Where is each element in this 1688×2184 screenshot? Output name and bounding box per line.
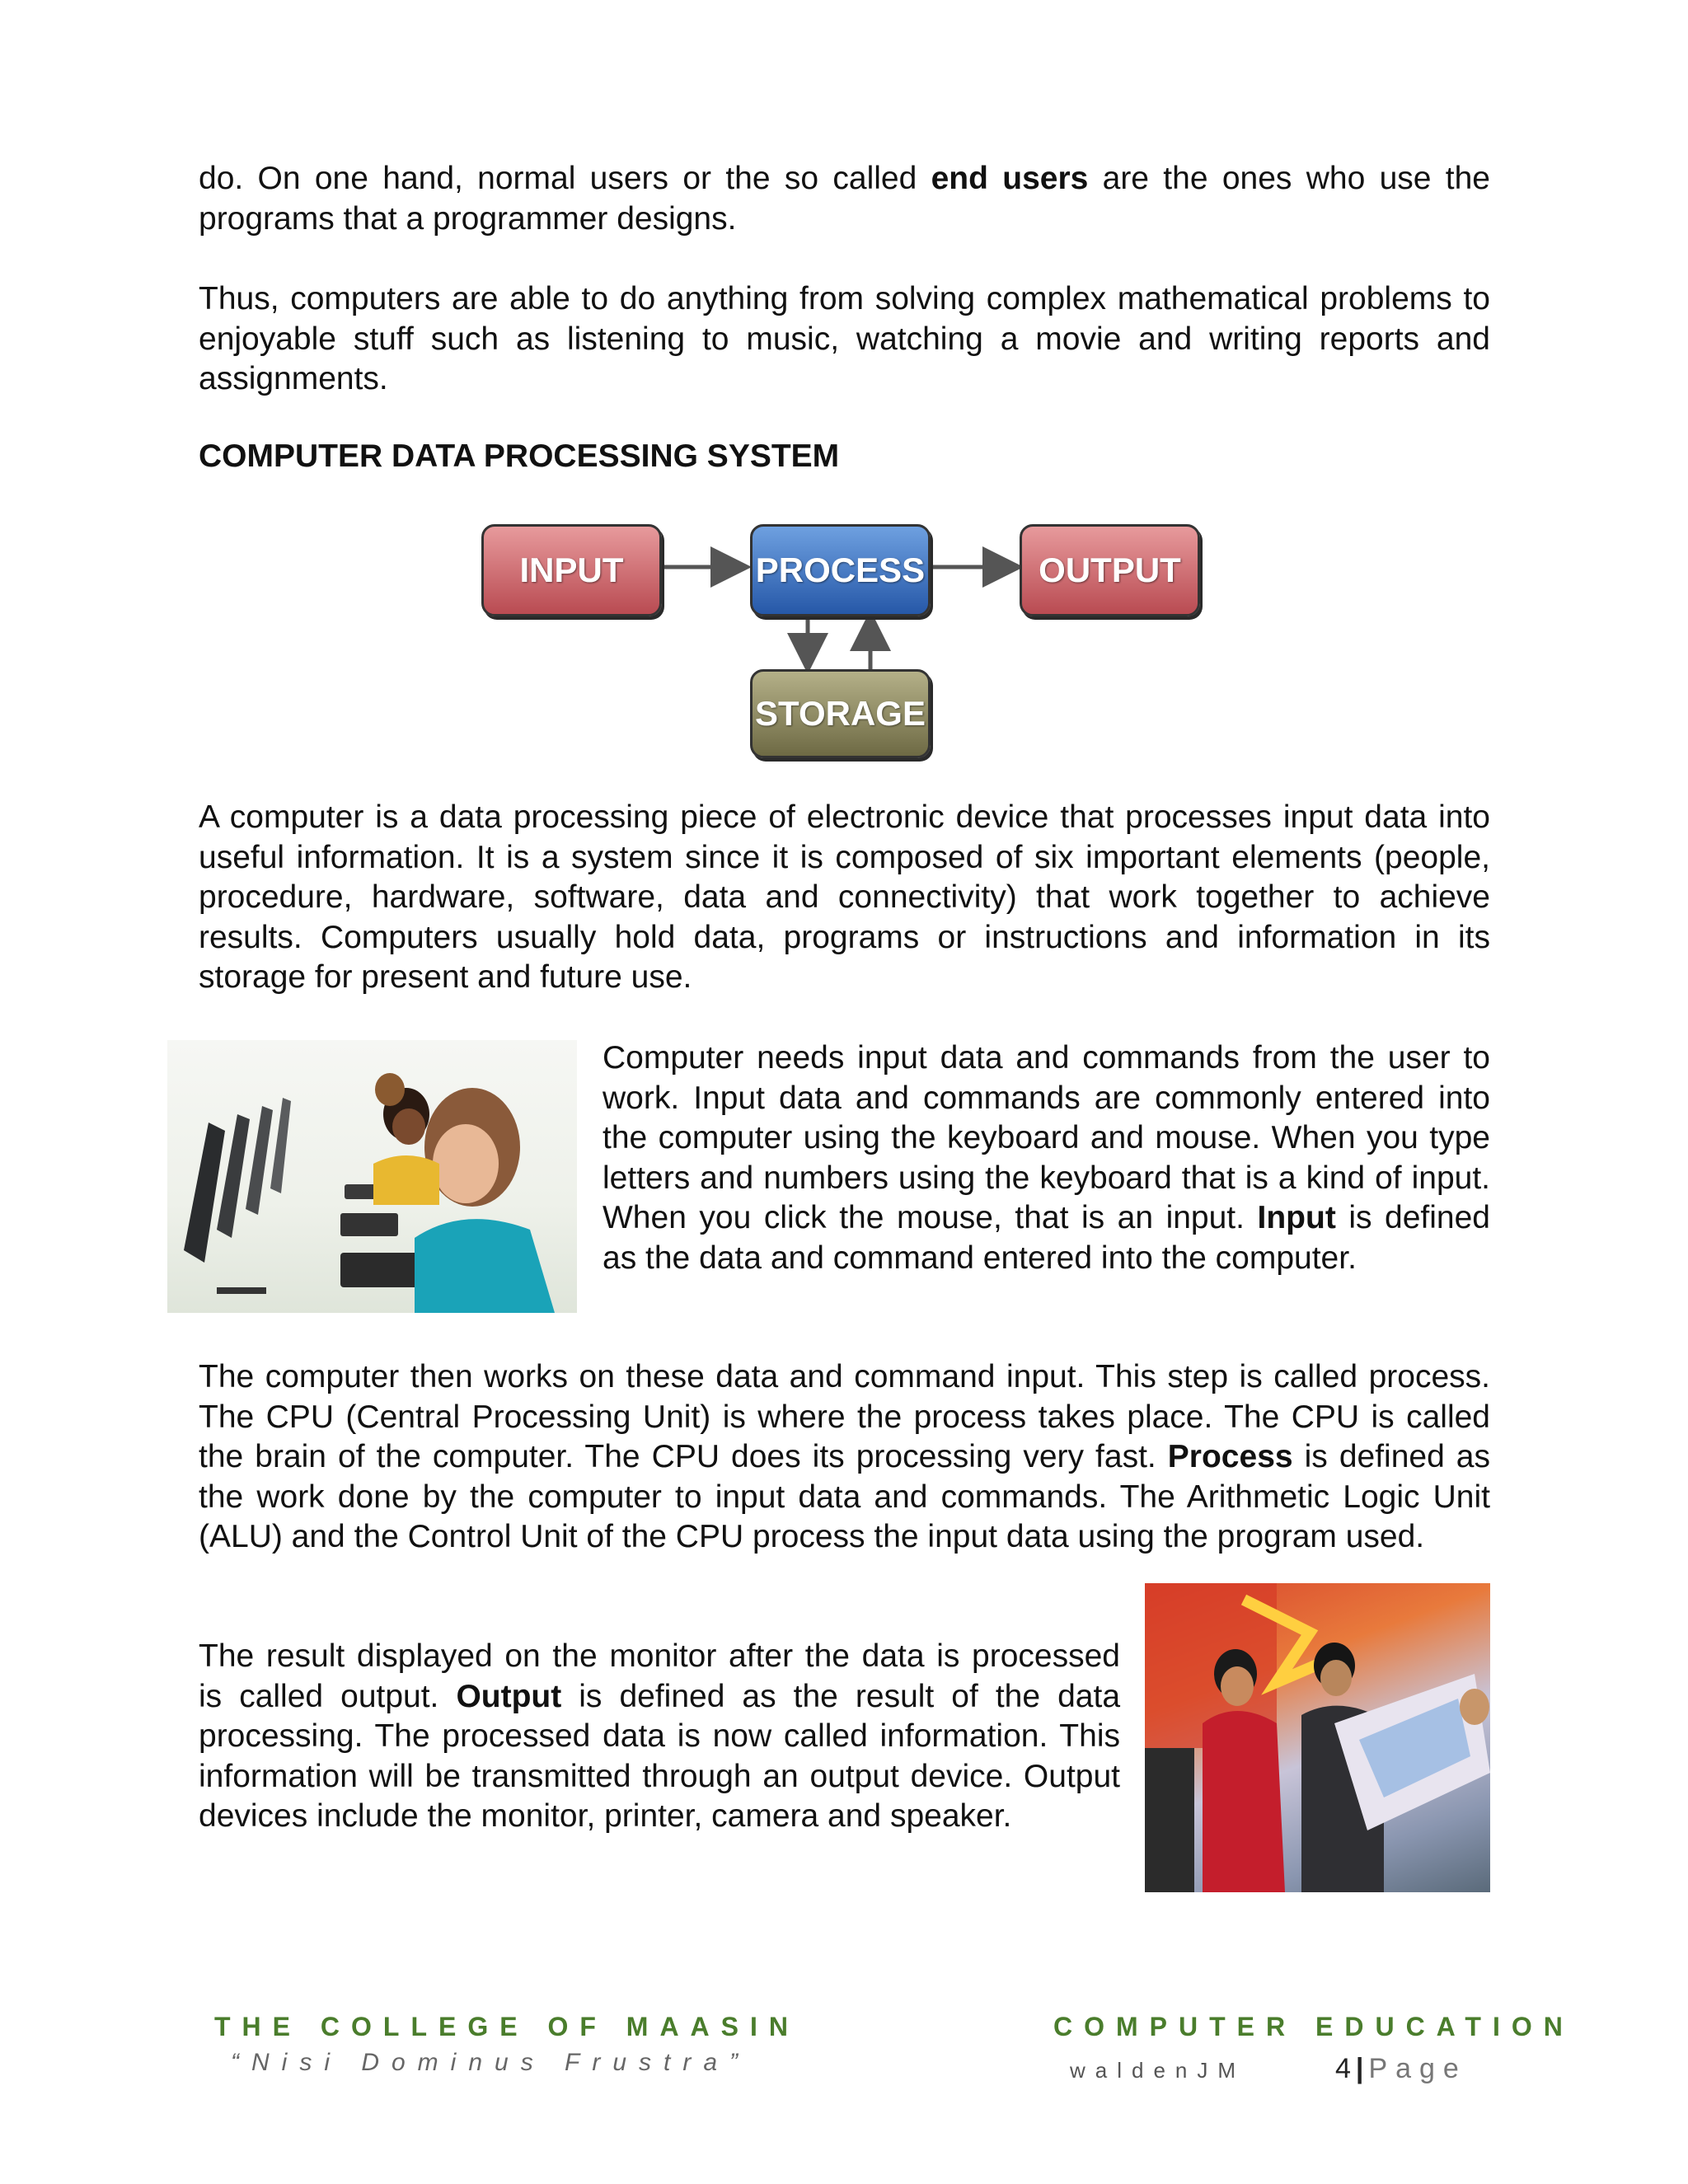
paragraph-computers-able: Thus, computers are able to do anything from solving complex mathematical problems to enjoyable stuff such as listening to music, watching a movie and writing reports and assignments. — [199, 281, 1490, 396]
paragraph-input: Computer needs input data and commands from the user to work. Input data and commands are commonly entered into the computer using the keyboard and mouse. When you type letters and numbers using the keyboard that is a kind of input. When you click the mouse, that is an input. Input is defined as the data and command entered into the computer. — [603, 1040, 1490, 1276]
footer-left — [214, 2012, 799, 2077]
paragraph-computer-definition: A computer is a data processing piece of electronic device that processes input data into useful information. It is a system since it is composed of six important elements (people, procedure, hardware, software, data and connectivity) that work together to achieve results. Computers usually hold data, programs or instructions and information in its storage for present and future use. — [199, 799, 1490, 995]
children-at-computers-photo — [167, 1040, 577, 1313]
students-photo-illustration — [1145, 1583, 1490, 1892]
term-process: Process — [1167, 1439, 1293, 1474]
paragraph-output: The result displayed on the monitor after the data is processed is called output. Output is defined as the result of the data processing. The processed data is now called information. This information will be transmitted through an output device. Output devices include the monitor, printer, camera and speaker. — [199, 1638, 1121, 1834]
term-input: Input — [1257, 1200, 1336, 1235]
storage-box: STORAGE — [750, 669, 931, 758]
college-motto: “Nisi Dominus Frustra” — [231, 2049, 751, 2076]
page-number: 4 | Page — [1335, 2053, 1467, 2084]
term-end-users: end users — [931, 161, 1089, 196]
term-output: Output — [456, 1678, 562, 1714]
college-name: THE COLLEGE OF MAASIN — [214, 2012, 799, 2041]
children-photo-illustration — [167, 1040, 577, 1313]
output-box: OUTPUT — [1020, 524, 1200, 616]
paragraph-process: The computer then works on these data and command input. This step is called process. The CPU (Central Processing Unit) is where the process takes place. The CPU is called the brain of the computer. The CPU does its processing very fast. Process is defined as the work done by the computer to input data and commands. The Arithmetic Logic Unit (ALU) and the Control Unit of the CPU process the input data using the program used. — [199, 1359, 1491, 1554]
paragraph-end-users: do. On one hand, normal users or the so called end users are the ones who use the programs that a programmer designs. — [199, 161, 1490, 237]
students-with-printer-photo — [1145, 1583, 1490, 1892]
input-box: INPUT — [481, 524, 662, 616]
department-name: COMPUTER EDUCATION — [1053, 2012, 1574, 2041]
process-box: PROCESS — [750, 524, 931, 616]
section-heading: COMPUTER DATA PROCESSING SYSTEM — [199, 438, 840, 474]
author-credit: waldenJM — [1070, 2058, 1246, 2083]
footer-right — [1053, 2012, 1574, 2084]
data-processing-diagram — [478, 519, 1203, 766]
